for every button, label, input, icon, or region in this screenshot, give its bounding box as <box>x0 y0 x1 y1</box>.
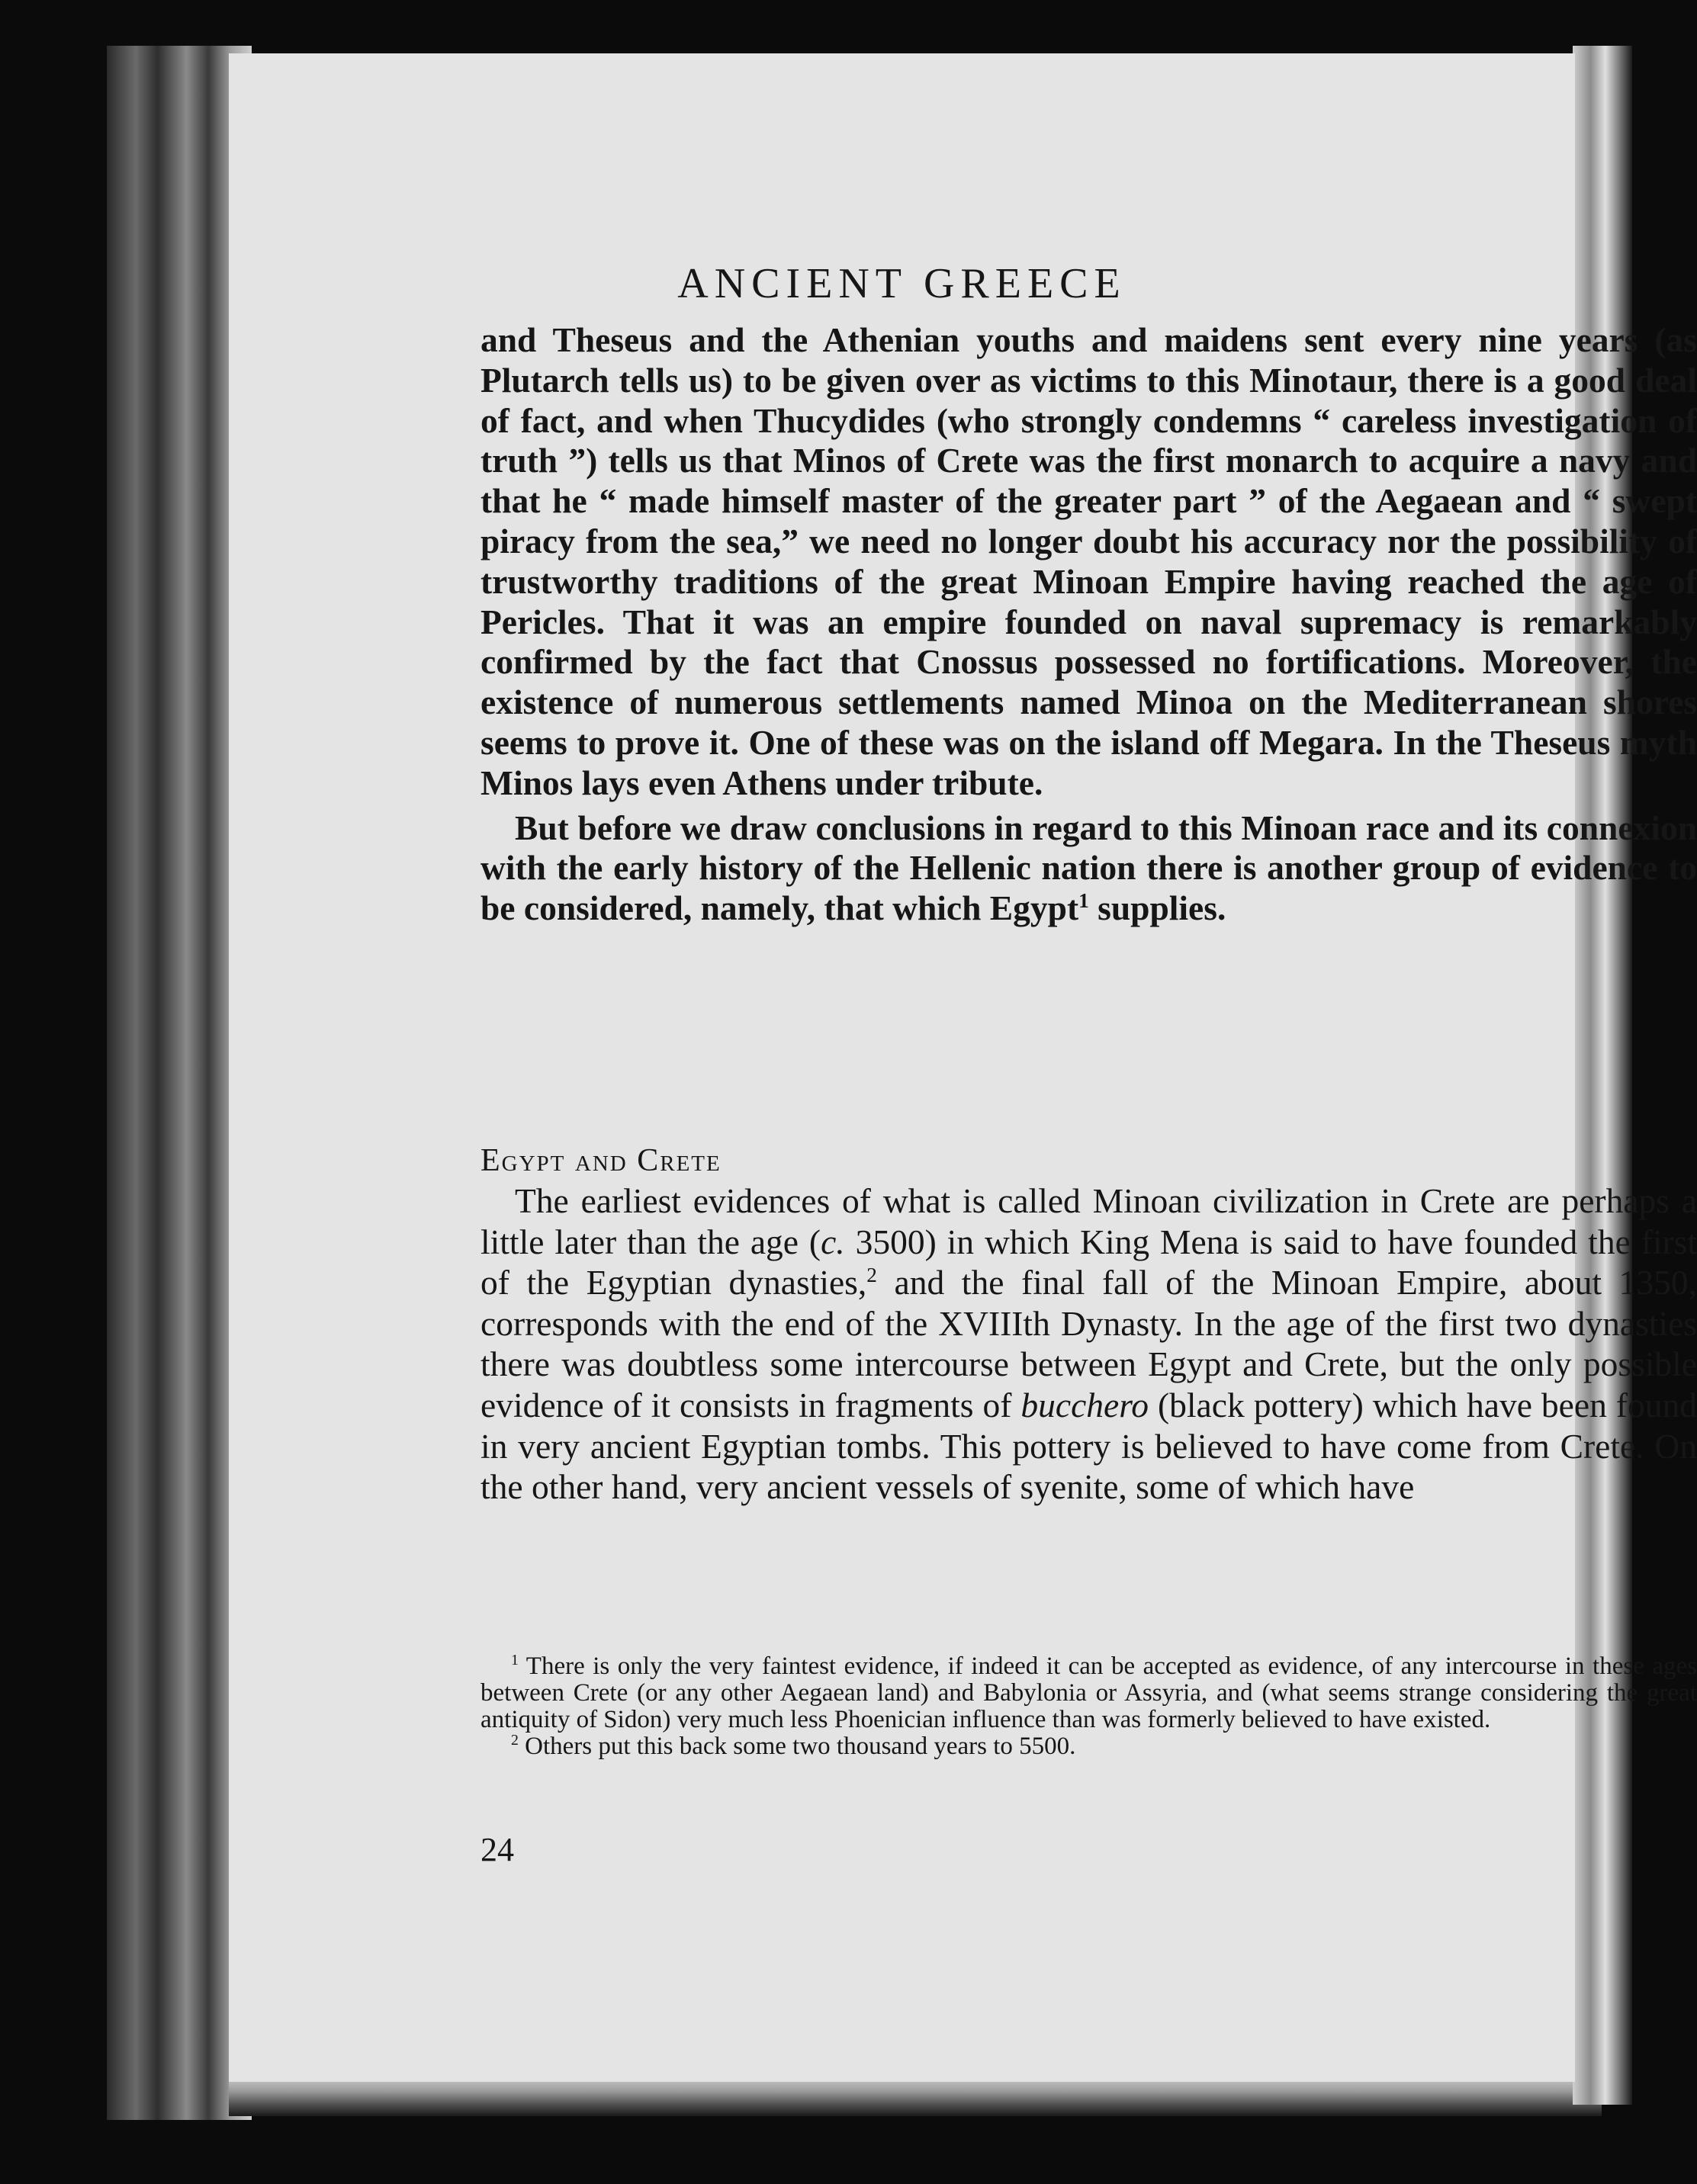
section-italic-bucchero: bucchero <box>1020 1385 1149 1424</box>
paragraph-1: and Theseus and the Athenian youths and maidens sent every nine years (as Plutarch tells us) to be given over as victims to this Minotaur, there is a good deal of fact, and when Thucydides (who strongly condemns “ careless investigation of truth ”) tells us that Minos of Crete was the first monarch to acquire a navy and that he “ made himself master of the greater part ” of the Aegaean and “ swept piracy from the sea,” we need no longer doubt his accuracy nor the possibility of trustworthy traditions of the great Minoan Empire having reached the age of Pericles. That it was an empire founded on naval supremacy is remarkably confirmed by the fact that Cnossus possessed no fortifications. Moreover, the existence of numerous settlements named Minoa on the Mediterranean shores seems to prove it. One of these was on the island off Megara. In the Theseus myth Minos lays even Athens under tribute. <box>480 320 1697 802</box>
section-text-part-4: (black pottery) which have been found in very ancient Egyptian tombs. This pottery is believed to have come from Crete. On the other hand, very ancient vessels of syenite, some of which have <box>480 1385 1697 1507</box>
book-page <box>229 53 1697 2082</box>
footnote-1-text: There is only the very faintest evidence, if indeed it can be accepted as evidence, of any intercourse in these ages between Crete (or any other Aegaean land) and Babylonia or Assyria, and (what seems strange considering the great antiquity of Sidon) very much less Phoenician influence than was formerly believed to have existed. <box>480 1652 1697 1733</box>
footnotes <box>480 1653 1697 1760</box>
footnote-2-mark: 2 <box>511 1732 519 1749</box>
running-header: ANCIENT GREECE <box>677 260 1127 307</box>
footnote-ref-1: 1 <box>1078 889 1089 912</box>
section-text-part-2: 3500) in which King Mena is said to have founded the first of the Egyptian dynasties, <box>480 1222 1697 1302</box>
footnote-ref-2: 2 <box>866 1264 877 1287</box>
section-heading: Egypt and Crete <box>480 1143 722 1178</box>
section-paragraph <box>480 1180 1697 1508</box>
footnote-2 <box>480 1733 1697 1760</box>
paragraph-2-tail: supplies. <box>1088 888 1226 928</box>
section-text-block <box>480 1180 1697 1508</box>
paragraph-2-text: But before we draw conclusions in regard to this Minoan race and its connexion with the early history of the Hellenic nation there is another group of evidence to be considered, namely, that which Egypt <box>480 808 1697 928</box>
paragraph-2 <box>480 808 1697 929</box>
main-text-block <box>480 320 1697 929</box>
section-text-part-1: The earliest evidences of what is called Minoan civilization in Crete are perhaps a little later than the age ( <box>480 1181 1697 1261</box>
section-text-part-3: and the final fall of the Minoan Empire, about 1350, corresponds with the end of the XVIIIth Dynasty. In the age of the first two dynasties there was doubtless some intercourse between Egypt and Crete, but the only possible evidence of it consists in fragments of <box>480 1263 1697 1424</box>
footnote-1-mark: 1 <box>511 1652 519 1669</box>
section-italic-circa: c. <box>821 1222 845 1261</box>
page-number: 24 <box>480 1831 514 1868</box>
footnote-1 <box>480 1653 1697 1733</box>
footnote-2-text: Others put this back some two thousand years to 5500. <box>518 1733 1076 1760</box>
